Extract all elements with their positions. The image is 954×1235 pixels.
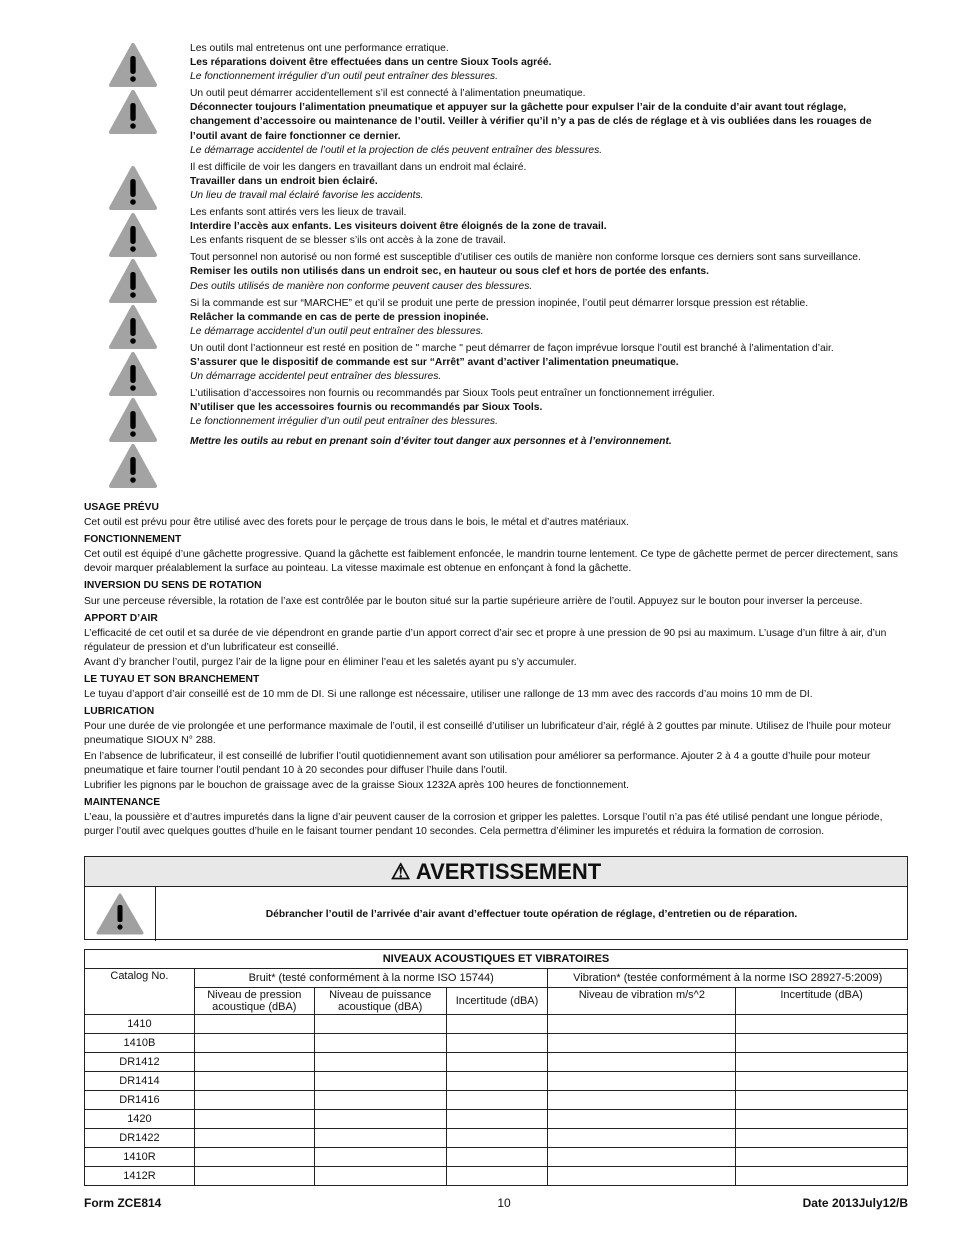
warning-consequence: Un lieu de travail mal éclairé favorise les accidents. [190, 189, 424, 201]
warning-action: Relâcher la commande en cas de perte de pression inopinée. [190, 311, 489, 323]
warning-consequence: Le démarrage accidentel de l’outil et la projection de clés peuvent entraîner des blessures. [190, 144, 603, 156]
empty-cell [446, 1110, 548, 1129]
table-row [85, 1129, 908, 1148]
empty-cell [194, 1129, 314, 1148]
warning-icon [108, 42, 158, 88]
table-row [85, 1015, 908, 1034]
instructions [84, 498, 908, 840]
column-header: Niveau de vibration m/s^2 [548, 988, 736, 1015]
warning-item [190, 42, 900, 84]
empty-cell [446, 1072, 548, 1091]
empty-cell [194, 1110, 314, 1129]
table-row [85, 1148, 908, 1167]
noise-vibration-table [84, 949, 908, 1186]
section-paragraph: Sur une perceuse réversible, la rotation de l’axe est contrôlée par le bouton situé sur la partie supérieure arrière de l’outil. Appuyez sur le bouton pour inverser la perceuse. [84, 595, 863, 607]
empty-cell [194, 1034, 314, 1053]
table-row [85, 1053, 908, 1072]
form-number: Form ZCE814 [84, 1196, 162, 1210]
warning-hazard: Les enfants sont attirés vers les lieux de travail. [190, 207, 407, 219]
warning-hazard: Un outil dont l’actionneur est resté en position de " marche " peut démarrer de façon imprévue lorsque l’outil est branché à l’alimentation d’air. [190, 342, 834, 354]
warning-hazard: Les enfants risquent de se blesser s’ils ont accès à la zone de travail. [190, 235, 506, 247]
section-heading: FONCTIONNEMENT [84, 534, 182, 546]
empty-cell [446, 1091, 548, 1110]
empty-cell [314, 1110, 446, 1129]
catalog-header: Catalog No. [85, 969, 195, 1015]
section-paragraph: L’efficacité de cet outil et sa durée de vie dépendront en grande partie d’un apport correct d’air sec et propre à une pression de 90 psi au maximum. L’usage d’un filtre à air, d’un régulateur de pression et d’un lubrificateur est conseillé. [84, 627, 887, 653]
noise-header: Bruit* (testé conformément à la norme ISO 15744) [194, 969, 548, 988]
table-row [85, 1091, 908, 1110]
table-row [85, 1072, 908, 1091]
table-row [85, 1110, 908, 1129]
section-heading: INVERSION DU SENS DE ROTATION [84, 580, 262, 592]
warning-icon [108, 258, 158, 304]
empty-cell [548, 1110, 736, 1129]
empty-cell [548, 1148, 736, 1167]
warning-icon [108, 89, 158, 135]
warning-title: ⚠ AVERTISSEMENT [85, 857, 907, 887]
warning-action: Travailler dans un endroit bien éclairé. [190, 175, 378, 187]
disposal-note: Mettre les outils au rebut en prenant soin d’éviter tout danger aux personnes et à l’environnement. [190, 436, 672, 448]
page-number: 10 [497, 1196, 511, 1210]
warning-action: Déconnecter toujours l’alimentation pneumatique et appuyer sur la gâchette pour expulser l’air de la conduite d’air avant tout réglage, changement d’accessoire ou maintenance de l’outil. Veiller à vérifier qu’il n’y a pas de clés de réglage et à vis oubliées dans les rouages de l’outil avant de faire fonctionner ce dernier. [190, 102, 872, 142]
section-heading: LUBRICATION [84, 706, 155, 718]
empty-cell [194, 1053, 314, 1072]
section-paragraph: Avant d’y brancher l’outil, purgez l’air de la ligne pour en éliminer l’eau et les saletés ayant pu s’y accumuler. [84, 656, 577, 668]
warning-icon [108, 443, 158, 489]
empty-cell [736, 1034, 908, 1053]
warning-message: Débrancher l’outil de l’arrivée d’air avant d’effectuer toute opération de réglage, d’entretien ou de réparation. [265, 908, 798, 920]
warning-action: Interdire l’accès aux enfants. Les visiteurs doivent être éloignés de la zone de travail. [190, 221, 607, 233]
empty-cell [446, 1015, 548, 1034]
empty-cell [314, 1167, 446, 1186]
catalog-number: DR1416 [85, 1091, 195, 1110]
empty-cell [736, 1015, 908, 1034]
empty-cell [194, 1148, 314, 1167]
warning-item [190, 206, 900, 248]
section-paragraph: L’eau, la poussière et d’autres impuretés dans la ligne d’air peuvent causer de la corrosion et gripper les palettes. Lorsque l’outil n’a pas été utilisé pendant une longue période, purger l’outil avec quelques gouttes d’huile en le faisant tourner pendant 10 secondes. Cela permettra d’éliminer les impuretés et réduira la formation de corrosion. [84, 811, 883, 837]
empty-cell [548, 1129, 736, 1148]
warning-hazard: Tout personnel non autorisé ou non formé est susceptible d’utiliser ces outils de manière non conforme lorsque ces derniers sont sans surveillance. [190, 252, 861, 264]
empty-cell [314, 1091, 446, 1110]
warning-exclamation-icon [96, 893, 144, 935]
warning-item [190, 342, 900, 384]
section-paragraph: Cet outil est prévu pour être utilisé avec des forets pour le perçage de trous dans le bois, le métal et d’autres matériaux. [84, 517, 629, 529]
column-header: Incertitude (dBA) [736, 988, 908, 1015]
empty-cell [194, 1167, 314, 1186]
empty-cell [314, 1015, 446, 1034]
warning-box [84, 856, 908, 940]
empty-cell [548, 1167, 736, 1186]
catalog-number: 1410B [85, 1034, 195, 1053]
column-header: Niveau de puissance acoustique (dBA) [314, 988, 446, 1015]
empty-cell [736, 1072, 908, 1091]
empty-cell [446, 1167, 548, 1186]
catalog-number: DR1414 [85, 1072, 195, 1091]
section-paragraph: En l’absence de lubrificateur, il est conseillé de lubrifier l’outil quotidiennement avant son utilisation pour améliorer sa performance. Ajouter 2 à 4 a goutte d’huile pour moteur pneumatique et faire tourner l’outil pendant 10 à 20 secondes pour diffuser l’huile dans l’outil. [84, 750, 871, 776]
table-caption: NIVEAUX ACOUSTIQUES ET VIBRATOIRES [85, 950, 908, 969]
warning-action: Les réparations doivent être effectuées dans un centre Sioux Tools agréé. [190, 57, 552, 69]
warning-item [190, 387, 900, 429]
warning-hazard: Si la commande est sur “MARCHE” et qu’il se produit une perte de pression inopinée, l’outil peut démarrer lorsque pression est rétablie. [190, 297, 809, 309]
empty-cell [314, 1148, 446, 1167]
empty-cell [736, 1110, 908, 1129]
warning-hazard: Un outil peut démarrer accidentellement s’il est connecté à l’alimentation pneumatique. [190, 88, 586, 100]
column-header: Incertitude (dBA) [446, 988, 548, 1015]
empty-cell [548, 1034, 736, 1053]
empty-cell [194, 1015, 314, 1034]
empty-cell [548, 1072, 736, 1091]
empty-cell [194, 1091, 314, 1110]
section-heading: MAINTENANCE [84, 796, 161, 808]
warning-consequence: Le fonctionnement irrégulier d’un outil peut entraîner des blessures. [190, 416, 498, 428]
empty-cell [314, 1072, 446, 1091]
section-heading: LE TUYAU ET SON BRANCHEMENT [84, 674, 260, 686]
empty-cell [446, 1034, 548, 1053]
warning-hazard: Il est difficile de voir les dangers en travaillant dans un endroit mal éclairé. [190, 161, 527, 173]
section-heading: APPORT D’AIR [84, 612, 158, 624]
warning-action: N’utiliser que les accessoires fournis ou recommandés par Sioux Tools. [190, 402, 543, 414]
empty-cell [548, 1091, 736, 1110]
catalog-number: 1410R [85, 1148, 195, 1167]
catalog-number: DR1412 [85, 1053, 195, 1072]
warning-consequence: Le démarrage accidentel d’un outil peut entraîner des blessures. [190, 325, 484, 337]
warning-consequence: Un démarrage accidentel peut entraîner des blessures. [190, 371, 442, 383]
catalog-number: 1410 [85, 1015, 195, 1034]
column-header: Niveau de pression acoustique (dBA) [194, 988, 314, 1015]
warning-icon [108, 397, 158, 443]
section-paragraph: Pour une durée de vie prolongée et une performance maximale de l’outil, il est conseillé d’utiliser un lubrificateur d’air, réglé à 2 gouttes par minute. Utilisez de l’huile pour moteur pneumatique SIOUX N° 288. [84, 721, 892, 747]
empty-cell [194, 1072, 314, 1091]
section-paragraph: Le tuyau d’apport d’air conseillé est de 10 mm de DI. Si une rallonge est nécessaire, utiliser une rallonge de 13 mm avec des raccords d’au moins 10 mm de DI. [84, 689, 813, 701]
empty-cell [446, 1129, 548, 1148]
warning-hazard: Les outils mal entretenus ont une performance erratique. [190, 43, 449, 54]
warning-icon [108, 304, 158, 350]
empty-cell [548, 1053, 736, 1072]
catalog-number: 1412R [85, 1167, 195, 1186]
empty-cell [314, 1034, 446, 1053]
warning-hazard: L’utilisation d’accessoires non fournis ou recommandés par Sioux Tools peut entraîner un fonctionnement irrégulier. [190, 388, 715, 400]
warning-icon [108, 351, 158, 397]
warning-action: S’assurer que le dispositif de commande est sur “Arrêt” avant d’activer l’alimentation pneumatique. [190, 356, 679, 368]
section-paragraph: Cet outil est équipé d’une gâchette progressive. Quand la gâchette est faiblement enfoncée, le mandrin tourne lentement. Ce type de gâchette permet de percer directement, sans devoir marquer préalablement la surface au pointeau. La vitesse maximale est obtenue en enfonçant à fond la gâchette. [84, 549, 898, 575]
empty-cell [314, 1053, 446, 1072]
warning-item [190, 87, 900, 157]
warning-icon [108, 212, 158, 258]
warning-action: Remiser les outils non utilisés dans un endroit sec, en hauteur ou sous clef et hors de portée des enfants. [190, 266, 709, 278]
empty-cell [736, 1167, 908, 1186]
catalog-number: 1420 [85, 1110, 195, 1129]
warning-item [190, 251, 900, 293]
date: Date 2013July12/B [802, 1196, 908, 1210]
empty-cell [736, 1129, 908, 1148]
vibration-header: Vibration* (testée conformément à la norme ISO 28927-5:2009) [548, 969, 908, 988]
warning-consequence: Le fonctionnement irrégulier d’un outil peut entraîner des blessures. [190, 71, 498, 83]
empty-cell [736, 1091, 908, 1110]
empty-cell [446, 1053, 548, 1072]
safety-warnings [190, 42, 900, 450]
warning-triangle-icon: ⚠ [390, 859, 411, 884]
empty-cell [548, 1015, 736, 1034]
warning-item [190, 161, 900, 203]
empty-cell [736, 1053, 908, 1072]
empty-cell [736, 1148, 908, 1167]
section-heading: USAGE PRÉVU [84, 502, 159, 513]
warning-item [190, 297, 900, 339]
empty-cell [314, 1129, 446, 1148]
warning-consequence: Des outils utilisés de manière non conforme peuvent causer des blessures. [190, 280, 533, 292]
table-row [85, 1034, 908, 1053]
catalog-number: DR1422 [85, 1129, 195, 1148]
section-paragraph: Lubrifier les pignons par le bouchon de graissage avec de la graisse Sioux 1232A après 100 heures de fonctionnement. [84, 779, 629, 791]
empty-cell [446, 1148, 548, 1167]
table-row [85, 1167, 908, 1186]
warning-icon [108, 165, 158, 211]
